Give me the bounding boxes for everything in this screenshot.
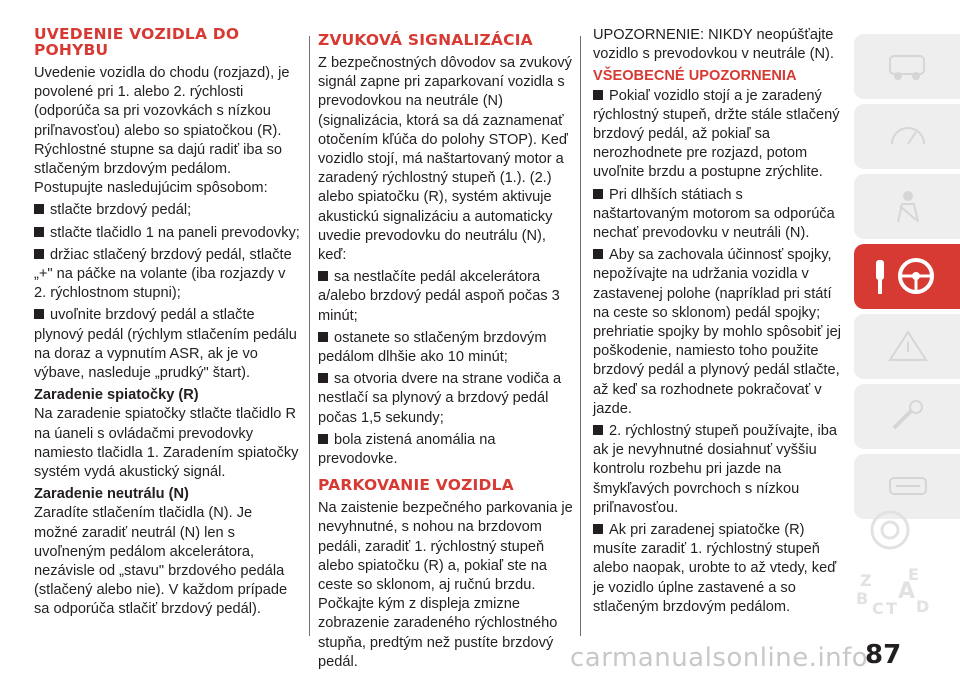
section-heading-vseobecne: VŠEOBECNÉ UPOZORNENIA xyxy=(593,68,797,85)
svg-text:E: E xyxy=(908,565,919,584)
bullet-square-icon xyxy=(593,90,603,100)
bullet-square-icon xyxy=(34,249,44,259)
svg-text:T: T xyxy=(886,599,897,616)
steering-wheel-key-icon xyxy=(874,256,944,298)
bullet-square-icon xyxy=(318,271,328,281)
svg-text:B: B xyxy=(856,589,869,608)
svg-text:Z: Z xyxy=(860,571,872,590)
bullet-square-icon xyxy=(593,425,603,435)
bullet-square-icon xyxy=(593,189,603,199)
warning-triangle-icon xyxy=(886,328,930,364)
list-item: držiac stlačený brzdový pedál, stlačte „+" na páčke na volante (iba rozjazdy v 2. rýchlostnom stupni); xyxy=(34,246,292,302)
column-divider xyxy=(309,36,310,636)
tab-vehicle-overview[interactable] xyxy=(854,34,960,99)
index-alphabet-icon xyxy=(854,506,934,616)
tab-maintenance[interactable] xyxy=(854,384,960,449)
svg-text:A: A xyxy=(898,579,916,604)
bullet-square-icon xyxy=(318,434,328,444)
svg-text:C: C xyxy=(872,599,884,616)
paragraph-intro: Uvedenie vozidla do chodu (rozjazd), je povolené pri 1. alebo 2. rýchlosti (odporúča sa pri vozovkách s nízkou priľnavosťou) alebo so spiatočkou (R). Rýchlostné stupne sa dajú radiť iba so stlačeným brzdovým pedálom. Postupujte nasledujúcim spôsobom: xyxy=(34,65,290,197)
page-number: 87 xyxy=(865,640,902,670)
warning-text: UPOZORNENIE: NIKDY neopúšťajte vozidlo s prevodovkou v neutrále (N). xyxy=(593,27,834,63)
column-divider xyxy=(580,36,581,636)
list-item: stlačte tlačidlo 1 na paneli prevodovky; xyxy=(34,224,300,243)
list-item: ostanete so stlačeným brzdovým pedálom dlhšie ako 10 minút; xyxy=(318,329,547,366)
tab-dashboard[interactable] xyxy=(854,104,960,169)
bullet-square-icon xyxy=(593,524,603,534)
paragraph-neutral: Zaradíte stlačením tlačidla (N). Je možné zaradiť neutrál (N) len s uvoľneným pedálom akcelerátora, nezávisle od „stavu" brzdového pedála (stlačený alebo nie). V každom prípade sa odporúča stlačiť brzdový pedál). xyxy=(34,505,288,618)
tab-emergency[interactable] xyxy=(854,314,960,379)
subheading-spiatocka: Zaradenie spiatočky (R) xyxy=(34,387,199,404)
car-info-icon xyxy=(886,48,930,84)
list-item: Pri dlhších státiach s naštartovaným motorom sa odporúča nechať prevodovku v neutráli (N). xyxy=(593,186,835,242)
paragraph-parkovanie: Na zaistenie bezpečného parkovania je nevyhnutné, s nohou na brzdovom pedáli, zaradiť 1. rýchlostný stupeň alebo spiatočku (R) a, pokiaľ ste na ceste so sklonom, aj ručnú brzdu. Počkajte kým z displeja zmizne zobrazenie zaradeného rýchlostného stupňa, predtým než pustíte brzdový pedál. xyxy=(318,500,573,670)
column-2 xyxy=(318,26,576,675)
list-item: Ak pri zaradenej spiatočke (R) musíte zaradiť 1. rýchlostný stupeň alebo naopak, urobte to až vtedy, keď je vozidlo úplne zastavené a so stlačeným brzdovým pedálom. xyxy=(593,522,837,615)
list-item: 2. rýchlostný stupeň používajte, iba ak je nevyhnutné dosiahnuť vyššiu kontrolu rozbehu pri jazde na šmykľavých povrchoch s nízkou priľnavosťou. xyxy=(593,423,837,516)
bullet-square-icon xyxy=(318,332,328,342)
paragraph-spiatocka: Na zaradenie spiatočky stlačte tlačidlo R na úaneli s ovládačmi prevodovky namiesto tlačidla 1. Zaradením spiatočky systém vydá akustický signál. xyxy=(34,406,299,481)
list-item: sa otvoria dvere na strane vodiča a nestlačí sa plynový a brzdový pedál počas 1,5 sekundy; xyxy=(318,371,562,426)
column-3 xyxy=(593,26,841,620)
tab-starting-driving[interactable] xyxy=(854,244,960,309)
section-heading-parkovanie: PARKOVANIE VOZIDLA xyxy=(318,476,514,495)
list-item: uvoľnite brzdový pedál a stlačte plynový pedál (rýchlym stlačením pedálu na doraz a vypnutím ASR, ak je vo výbave, nasleduje „prudký" štart). xyxy=(34,307,297,382)
list-item: bola zistená anomália na prevodovke. xyxy=(318,431,496,468)
dashboard-icon xyxy=(886,118,930,154)
section-heading-uvedenie: UVEDENIE VOZIDLA DO POHYBU xyxy=(34,25,240,59)
seatbelt-icon xyxy=(886,188,930,224)
watermark: carmanualsonline.info xyxy=(570,643,869,673)
list-item: Pokiaľ vozidlo stojí a je zaradený rýchlostný stupeň, držte stále stlačený brzdový pedál, až pokiaľ sa nerozhodnete pre rozjazd, potom uvoľnite brzdu a postupne zrýchlite. xyxy=(593,87,840,181)
car-specs-icon xyxy=(886,468,930,504)
subheading-neutral: Zaradenie neutrálu (N) xyxy=(34,486,189,503)
bullet-square-icon xyxy=(34,204,44,214)
bullet-square-icon xyxy=(34,227,44,237)
bullet-square-icon xyxy=(34,309,44,319)
list-item: sa nestlačíte pedál akcelerátora a/alebo brzdový pedál aspoň počas 3 minút; xyxy=(318,269,560,324)
column-1 xyxy=(34,26,300,623)
tab-safety[interactable] xyxy=(854,174,960,239)
paragraph-zvukova: Z bezpečnostných dôvodov sa zvukový signál zapne pri zaparkovaní vozidla s prevodovkou na neutrále (N) (signalizácia, ktorá sa dá zaznamenať otočením kľúča do polohy STOP). Keď vozidlo stojí, má naštartovaný motor a zaradený rýchlostný stupeň (1.). (2.) alebo spiatočku (R), systém aktivuje akustickú signalizáciu a automaticky uvedie prevodovku do neutrálu (N), keď: xyxy=(318,55,572,264)
section-heading-zvukova: ZVUKOVÁ SIGNALIZÁCIA xyxy=(318,31,533,49)
bullet-square-icon xyxy=(593,249,603,259)
chapter-tabs xyxy=(854,34,960,524)
list-item: stlačte brzdový pedál; xyxy=(34,201,300,220)
svg-text:D: D xyxy=(916,597,930,616)
wrench-icon xyxy=(886,398,930,434)
bullet-square-icon xyxy=(318,373,328,383)
list-item: Aby sa zachovala účinnosť spojky, nepožívajte na udržania vozidla v zastavenej polohe (napríklad pri státí na ceste so sklonom) pedál spojky; prehriatie spojky by mohlo spôsobiť jej poškodenie, namiesto toho použite brzdový pedál a plynový pedál stlačte, až keď sa rozhodnete pokračovať v jazde. xyxy=(593,247,842,417)
